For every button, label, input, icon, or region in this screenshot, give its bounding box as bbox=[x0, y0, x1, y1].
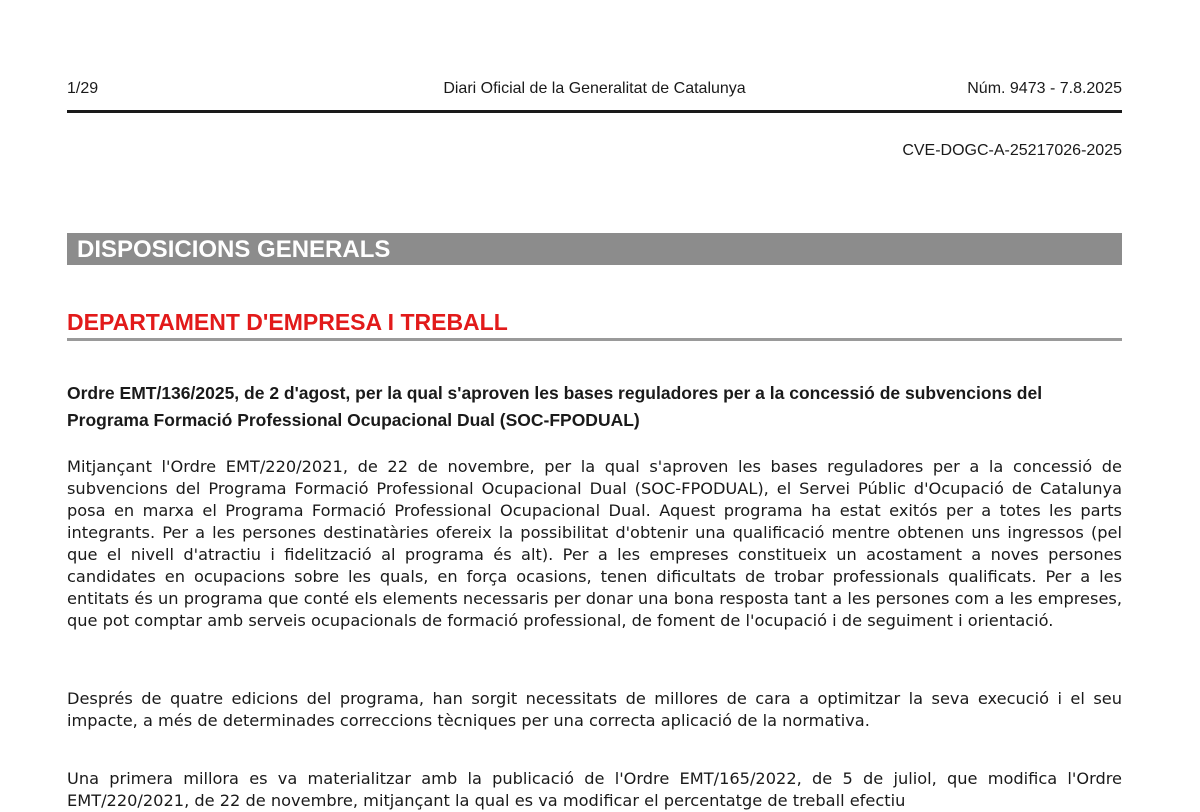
header-divider bbox=[67, 110, 1122, 113]
section-band bbox=[67, 233, 1122, 265]
publication-name: Diari Oficial de la Generalitat de Catalunya bbox=[443, 80, 746, 97]
cve-code: CVE-DOGC-A-25217026-2025 bbox=[902, 142, 1122, 159]
issue-number-date: Núm. 9473 - 7.8.2025 bbox=[967, 80, 1122, 97]
body-paragraph: Mitjançant l'Ordre EMT/220/2021, de 22 de novembre, per la qual s'aproven les bases reguladores per a la concessió de subvencions del Programa Formació Professional Ocupacional Dual (SOC-FPODUAL), el Servei Públic d'Ocupació de Catalunya posa en marxa el Programa Formació Professional Ocupacional Dual. Aquest programa ha estat exitós per a totes les parts integrants. Per a les persones destinatàries ofereix la possibilitat d'obtenir una qualificació mentre obtenen uns ingressos (pel que el nivell d'atractiu i fidelització al programa és alt). Per a les empreses constitueix un acostament a noves persones candidates en ocupacions sobre les quals, en força ocasions, tenen dificultats de trobar professionals qualificats. Per a les entitats és un programa que conté els elements necessaris per donar una bona resposta tant a les persones com a les empreses, que pot comptar amb serveis ocupacionals de formació professional, de foment de l'ocupació i de seguiment i orientació. bbox=[67, 457, 1122, 630]
body-paragraph: Una primera millora es va materialitzar amb la publicació de l'Ordre EMT/165/2022, de 5 de juliol, que modifica l'Ordre EMT/220/2021, de 22 de novembre, mitjançant la qual es va modificar el percentatge de treball efectiu bbox=[67, 769, 1122, 810]
order-title: Ordre EMT/136/2025, de 2 d'agost, per la qual s'aproven les bases reguladores per a la concessió de subvencions del Programa Formació Professional Ocupacional Dual (SOC-FPODUAL) bbox=[67, 383, 1043, 430]
department-divider bbox=[67, 338, 1122, 341]
section-title: DISPOSICIONS GENERALS bbox=[77, 236, 391, 263]
body-paragraph: Després de quatre edicions del programa, han sorgit necessitats de millores de cara a optimitzar la seva execució i el seu impacte, a més de determinades correccions tècniques per una correcta aplicació de la normativa. bbox=[67, 689, 1122, 730]
document-page bbox=[67, 0, 1122, 810]
page-header bbox=[67, 78, 1122, 100]
page-number: 1/29 bbox=[67, 80, 99, 97]
department-title: DEPARTAMENT D'EMPRESA I TREBALL bbox=[67, 309, 508, 335]
